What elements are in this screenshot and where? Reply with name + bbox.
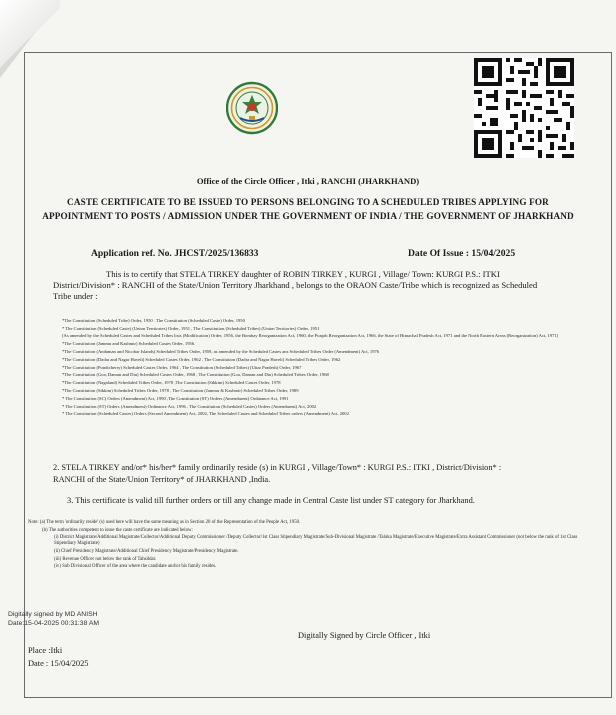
jharkhand-emblem-icon xyxy=(226,80,278,136)
authority-item: (iv) Sub Divisional Officer of the area where the candidate and/or his family resides. xyxy=(54,564,217,570)
orders-list xyxy=(62,317,608,418)
para3-validity: 3. This certificate is valid till further orders or till any change made in Central Caste list under ST category for Jharkhand. xyxy=(67,496,475,505)
order-item: * The Constitution (Scheduled Castes) Orders (Second Amendment) Act, 2002, The Scheduled Castes and Scheduled Tribes orders (Amendment) Act, 2002 xyxy=(62,411,349,417)
note-b: (b) The authorities competent to issue the caste certificate are indicated below: xyxy=(42,527,193,533)
order-item: *The Constitution (Scheduled Tribe) Order, 1950 . The Constitution (Scheduled Caste) Order, 1950 xyxy=(62,318,245,323)
para2-line2: RANCHI of the State/Union Territory* of JHARKHAND ,India. xyxy=(53,475,271,484)
order-item: *The Constitution (Nagaland) Scheduled Tribes Order, 1970 ,The Constitution (Sikkim) Scheduled Castes Order, 1978 xyxy=(62,380,281,386)
certificate-heading-line1: CASTE CERTIFICATE TO BE ISSUED TO PERSONS BELONGING TO A SCHEDULED TRIBES APPLYING FOR xyxy=(67,197,549,207)
notes-section xyxy=(28,519,608,571)
order-item: *The Constitution (Dadra and Nagar Haveli) Scheduled Castes Order, 1962 , The Constitution (Dadra and Nagar Haveli) Scheduled Tribes Order, 1962 xyxy=(62,356,341,362)
authority-item: (ii) Chief Presidency Magistrate/Additional Chief Presidency Magistrate/Presidency Magistrate. xyxy=(54,548,239,554)
order-item: [As amended by the Scheduled Castes and Scheduled Tribes lists (Modification) Order, 1956, the Bombay Reorganization Act, 1960, the Punjab Reorganization Act, 1966, the State of Himachal Pradesh Act, 1971 and the North Eastern Areas (Reorganization) Act, 1971] xyxy=(62,332,559,338)
para2-line1: 2. STELA TIRKEY and/or* his/her* family ordinarily reside (s) in KURGI , Village/Town* : KURGI P.S.: ITKI , District/Division* : xyxy=(53,463,502,472)
date-of-issue: Date Of Issue : 15/04/2025 xyxy=(408,248,516,259)
order-item: * The Constitution (SC) Orders (Amendment) Act, 1990 ,The Constitution (ST) Orders (Amendment) Ordinance Act, 1991 xyxy=(62,395,289,401)
order-item: *The Constitution (Jammu and Kashmir) Scheduled Castes Order, 1956. xyxy=(62,341,196,347)
signed-by-circle-officer: Digitally Signed by Circle Officer , Itki xyxy=(298,631,431,640)
para1-line2: District/Division* : RANCHI of the State/Union Territory Jharkhand , belongs to the ORAON Caste/Tribe which is recognized as Scheduled xyxy=(53,280,538,290)
para1-line3: Tribe under : xyxy=(53,291,98,301)
digital-signature-line1: Digitally signed by MD ANISH xyxy=(8,611,98,618)
certificate-heading-line2: APPOINTMENT TO POSTS / ADMISSION UNDER THE GOVERNMENT OF INDIA / THE GOVERNMENT OF JHARKHAND xyxy=(42,211,574,221)
para1-line1: This is to certify that STELA TIRKEY daughter of ROBIN TIRKEY , KURGI , Village/ Town: KURGI P.S.: ITKI xyxy=(106,269,500,279)
order-item: *The Constitution (Pondicherry) Scheduled Castes Order, 1964 , The Constitution (Scheduled Tribes) (Uttar Pradesh) Order, 1967 xyxy=(62,364,302,370)
authority-item: (iii) Revenue Officer not below the rank of Tahsildar. xyxy=(54,556,157,562)
office-line: Office of the Circle Officer , Itki , RANCHI (JHARKHAND) xyxy=(196,176,420,186)
order-item: *The Constitution (Andaman and Nicobar Islands) Scheduled Tribes Order, 1959, as amended by the Scheduled Castes ans Scheduled Tribes Order (Amendment) Act, 1976 xyxy=(62,349,380,355)
application-ref: Application ref. No. JHCST/2025/136833 xyxy=(91,248,259,259)
place-label: Place :Itki xyxy=(28,646,63,655)
order-item: *The Constitution (Goa, Daman and Diu) Scheduled Castes Order, 1968 , The Constitution (Goa, Daman and Diu) Scheduled Tribes Order, 1968 xyxy=(62,372,329,378)
date-label: Date : 15/04/2025 xyxy=(28,659,89,668)
order-item: *The Constitution (Sikkim) Scheduled Tribes Order, 1978 , The Constitution (Jammu & Kashmir) Scheduled Tribes Order, 1989 xyxy=(62,388,299,394)
qr-code-icon xyxy=(474,58,574,158)
digital-signature-line2: Date:15-04-2025 00:31:38 AM xyxy=(8,620,100,627)
order-item: * The Constitution (ST) Orders (Amendment) Ordinance Act, 1996 , The Constitution (Scheduled Castes) Orders (Amendment) Act, 2002 xyxy=(62,403,317,409)
order-item: * The Constitution (Scheduled Caste) (Union Territories) Order, 1951 , The Constitution (Scheduled Tribes) (Union Territories) Order, 1951 xyxy=(62,325,320,331)
authority-item: (i) District Magistrate/Additional Magistrate/Collector/Additional Deputy Commissioner /Deputy Collector/1st Class Stipendiary Magistrate/Sub-Divisional Magistrate /Taluka Magistrate/Executive Magistrate/Extra Assistant Commissioner (not below the rank of 1st Class Stipendiary Magistrate) xyxy=(54,534,578,547)
note-a: Note: (a) The term 'ordinarily reside' (s) used here will have the same meaning as in Section 20 of the Representation of the People Act, 1950. xyxy=(28,520,301,525)
